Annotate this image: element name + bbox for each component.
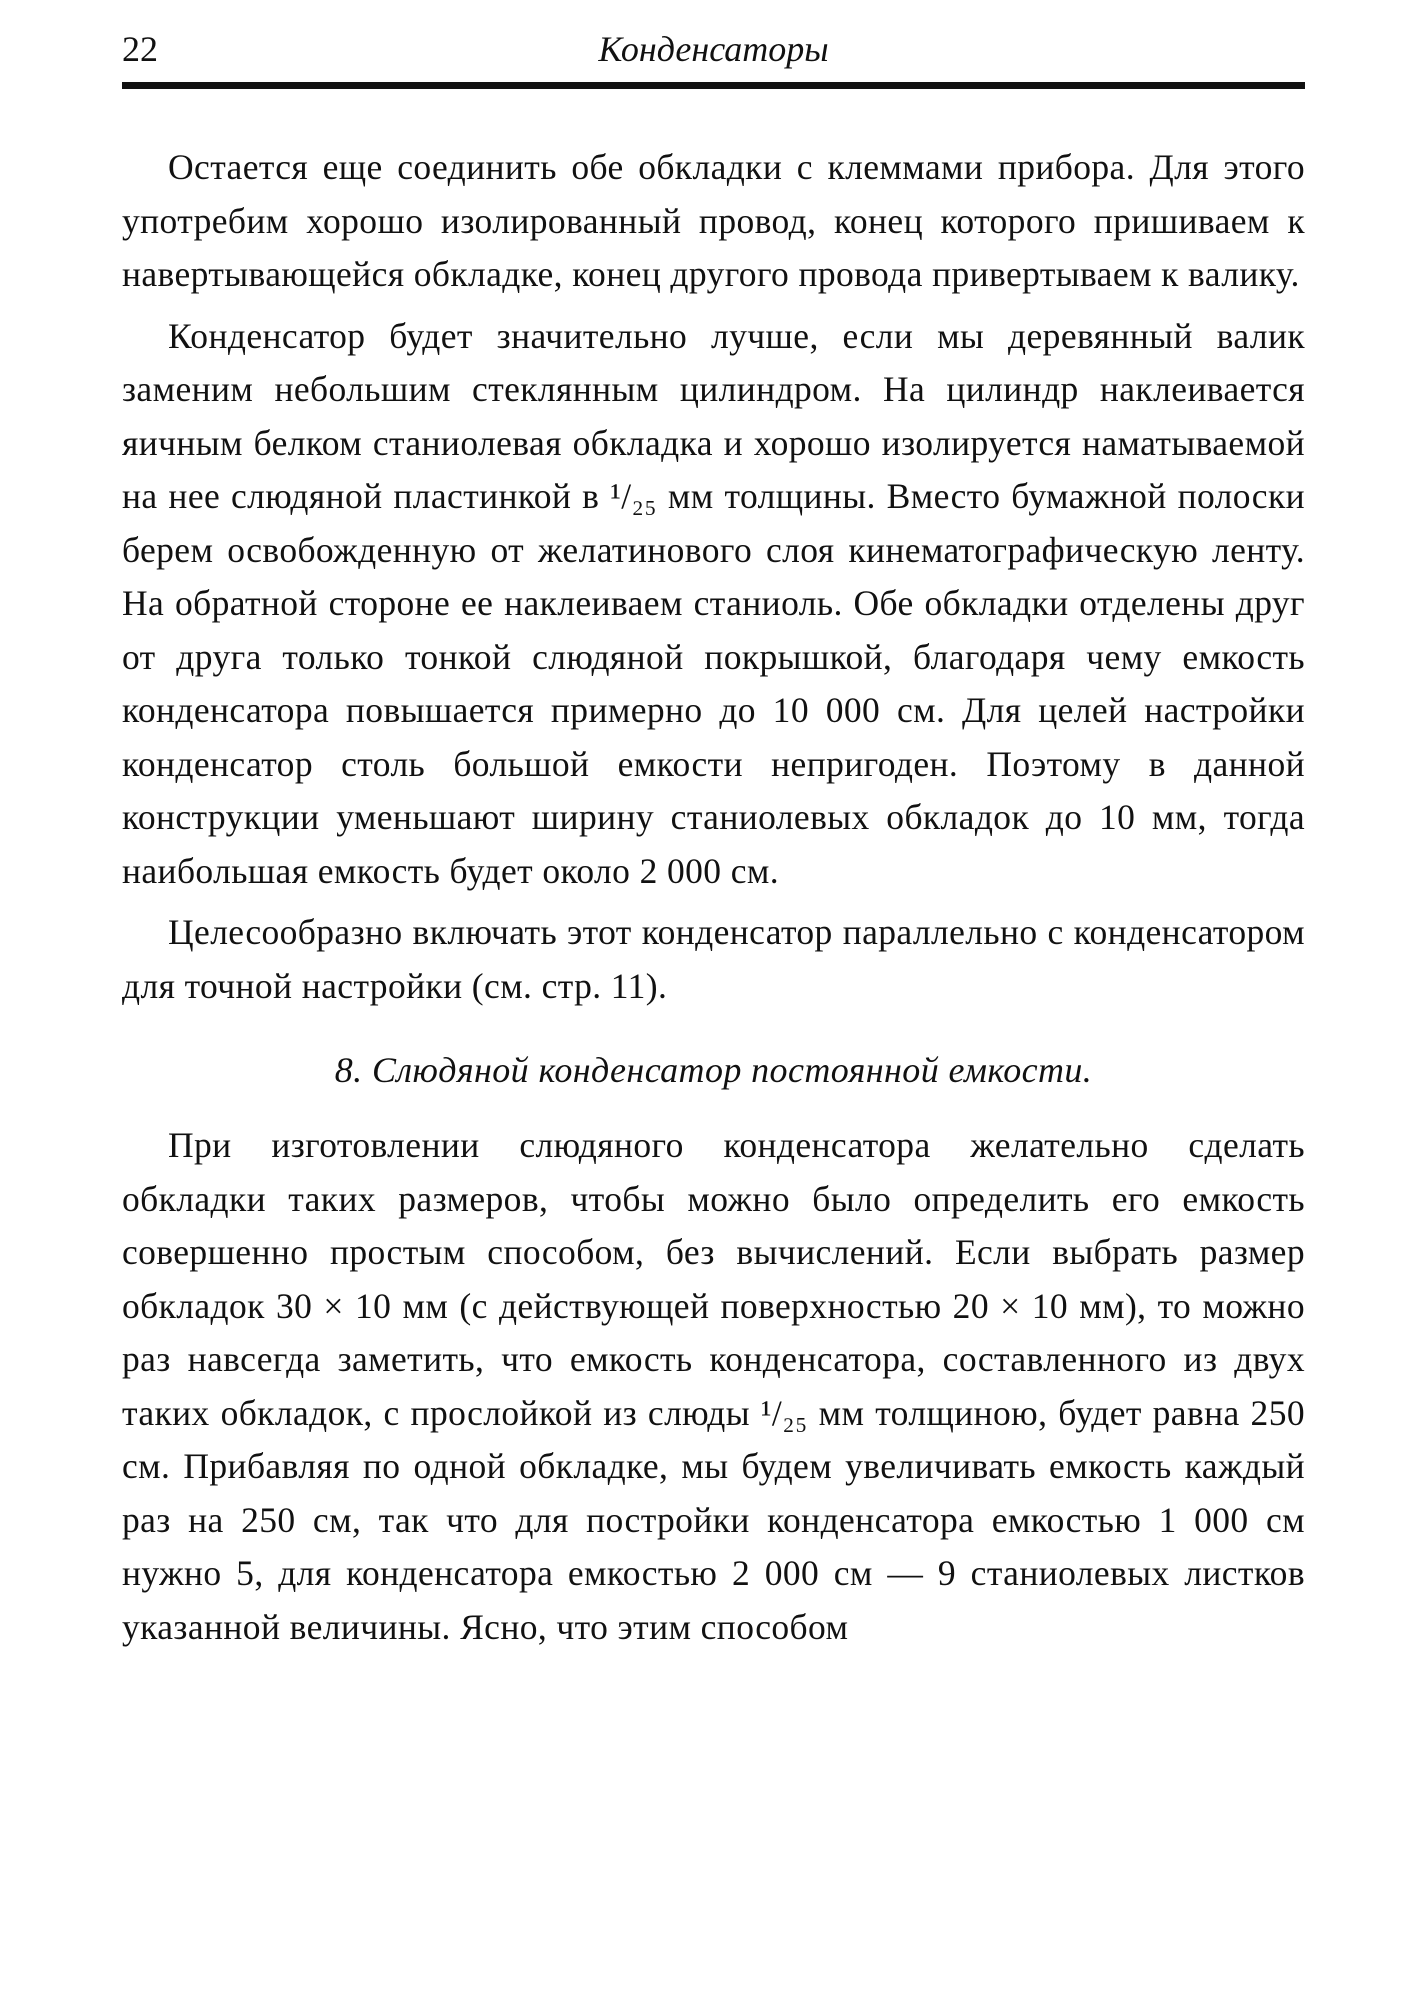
section-heading: 8. Слюдяной конденсатор постоянной емкости. [334, 1050, 1093, 1090]
paragraph: Целесообразно включать этот конденсатор параллельно с конденсатором для точной настройки (см. стр. 11). [122, 912, 1305, 1006]
book-page [122, 22, 1305, 1662]
running-head [122, 22, 1305, 82]
running-title: Конденсаторы [598, 29, 829, 69]
page-number: 22 [122, 29, 158, 69]
paragraph: При изготовлении слюдяного конденсатора желательно сделать обкладки таких размеров, чтобы можно было определить его емкость совершенно простым способом, без вычислений. Если выбрать размер обкладок 30 × 10 мм (с действующей поверхностью 20 × 10 мм), то можно раз навсегда заметить, что емкость конденсатора, составленного из двух таких обкладок, с прослойкой из слюды ¹/₂₅ мм толщиною, будет равна 250 см. Прибавляя по одной обкладке, мы будем увеличивать емкость каждый раз на 250 см, так что для постройки конденсатора емкостью 1 000 см нужно 5, для конденсатора емкостью 2 000 см — 9 станиолевых листков указанной величины. Ясно, что этим способом [122, 1125, 1305, 1647]
body-text [122, 141, 1305, 1654]
paragraph: Остается еще соединить обе обкладки с клеммами прибора. Для этого употребим хорошо изолированный провод, конец которого пришиваем к навертывающейся обкладке, конец другого провода привертываем к валику. [122, 147, 1305, 294]
paragraph: Конденсатор будет значительно лучше, если мы деревянный валик заменим небольшим стеклянным цилиндром. На цилиндр наклеивается яичным белком станиолевая обкладка и хорошо изолируется наматываемой на нее слюдяной пластинкой в ¹/₂₅ мм толщины. Вместо бумажной полоски берем освобожденную от желатинового слоя кинематографическую ленту. На обратной стороне ее наклеиваем станиоль. Обе обкладки отделены друг от друга только тонкой слюдяной покрышкой, благодаря чему емкость конденсатора повышается примерно до 10 000 см. Для целей настройки конденсатор столь большой емкости непригоден. Поэтому в данной конструкции уменьшают ширину станиолевых обкладок до 10 мм, тогда наибольшая емкость будет около 2 000 см. [122, 315, 1305, 891]
header-rule [122, 82, 1305, 89]
